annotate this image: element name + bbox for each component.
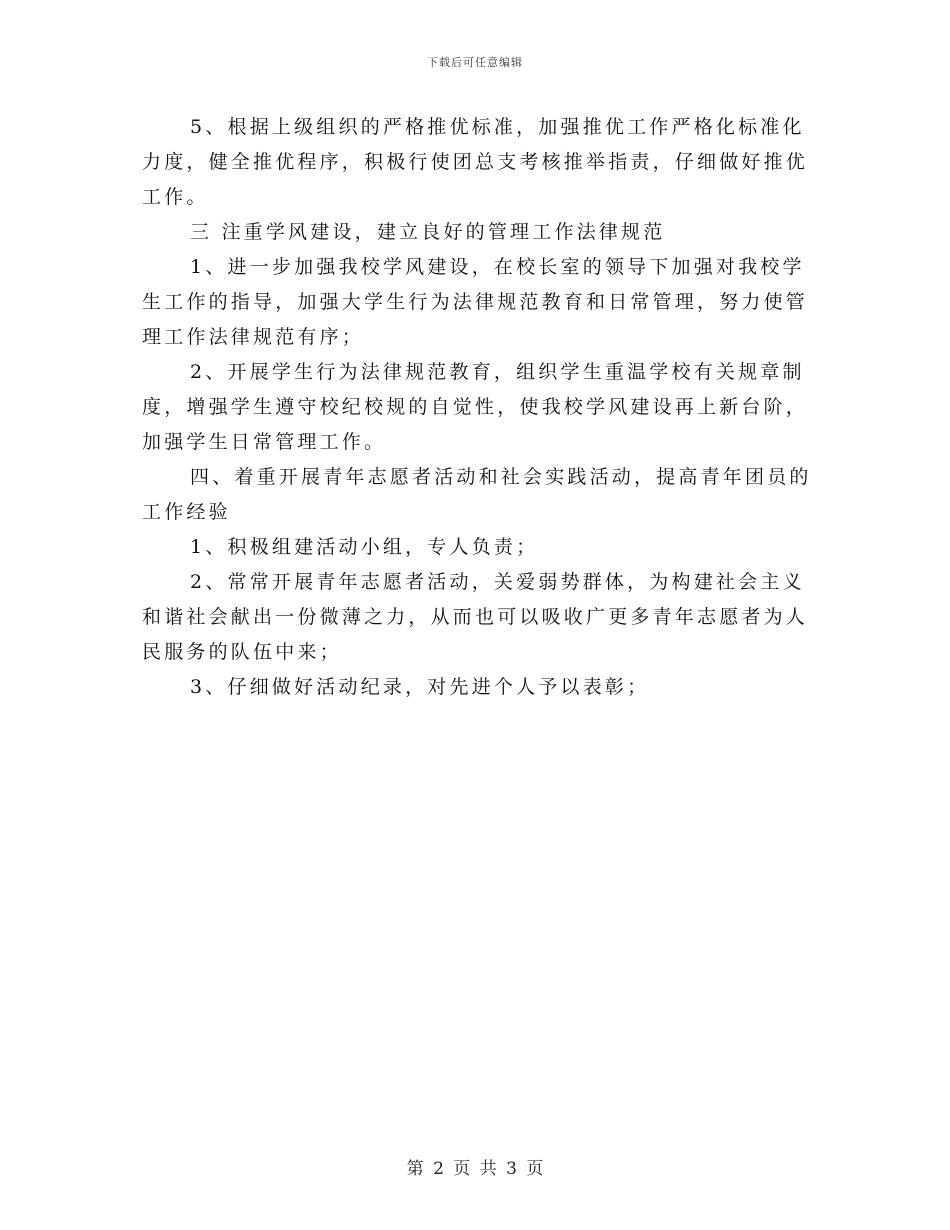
document-body [142,110,814,705]
paragraph-item-5-recommendation: 5、根据上级组织的严格推优标准，加强推优工作严格化标准化力度，健全推优程序，积极行使团总支考核推举指责，仔细做好推优工作。 [142,116,809,208]
section-heading-3: 三 注重学风建设，建立良好的管理工作法律规范 [190,221,666,243]
paragraph-item-2-volunteer: 2、常常开展青年志愿者活动，关爱弱势群体，为构建社会主义和谐社会献出一份微薄之力，从而也可以吸收广更多青年志愿者为人民服务的队伍中来； [142,571,809,663]
page-header: 下载后可任意编辑 [427,56,523,69]
section-heading-4: 四、着重开展青年志愿者活动和社会实践活动，提高青年团员的工作经验 [142,466,812,523]
paragraph-item-3-records: 3、仔细做好活动纪录，对先进个人予以表彰； [190,676,650,698]
page-number-footer: 第 2 页 共 3 页 [406,1159,544,1179]
paragraph-item-1-activity-group: 1、积极组建活动小组，专人负责； [190,536,539,558]
paragraph-item-2-conduct-education: 2、开展学生行为法律规范教育，组织学生重温学校有关规章制度，增强学生遵守校纪校规的自觉性，使我校学风建设再上新台阶，加强学生日常管理工作。 [142,361,809,453]
paragraph-item-1-study-style: 1、进一步加强我校学风建设，在校长室的领导下加强对我校学生工作的指导，加强大学生行为法律规范教育和日常管理，努力使管理工作法律规范有序； [142,256,809,348]
